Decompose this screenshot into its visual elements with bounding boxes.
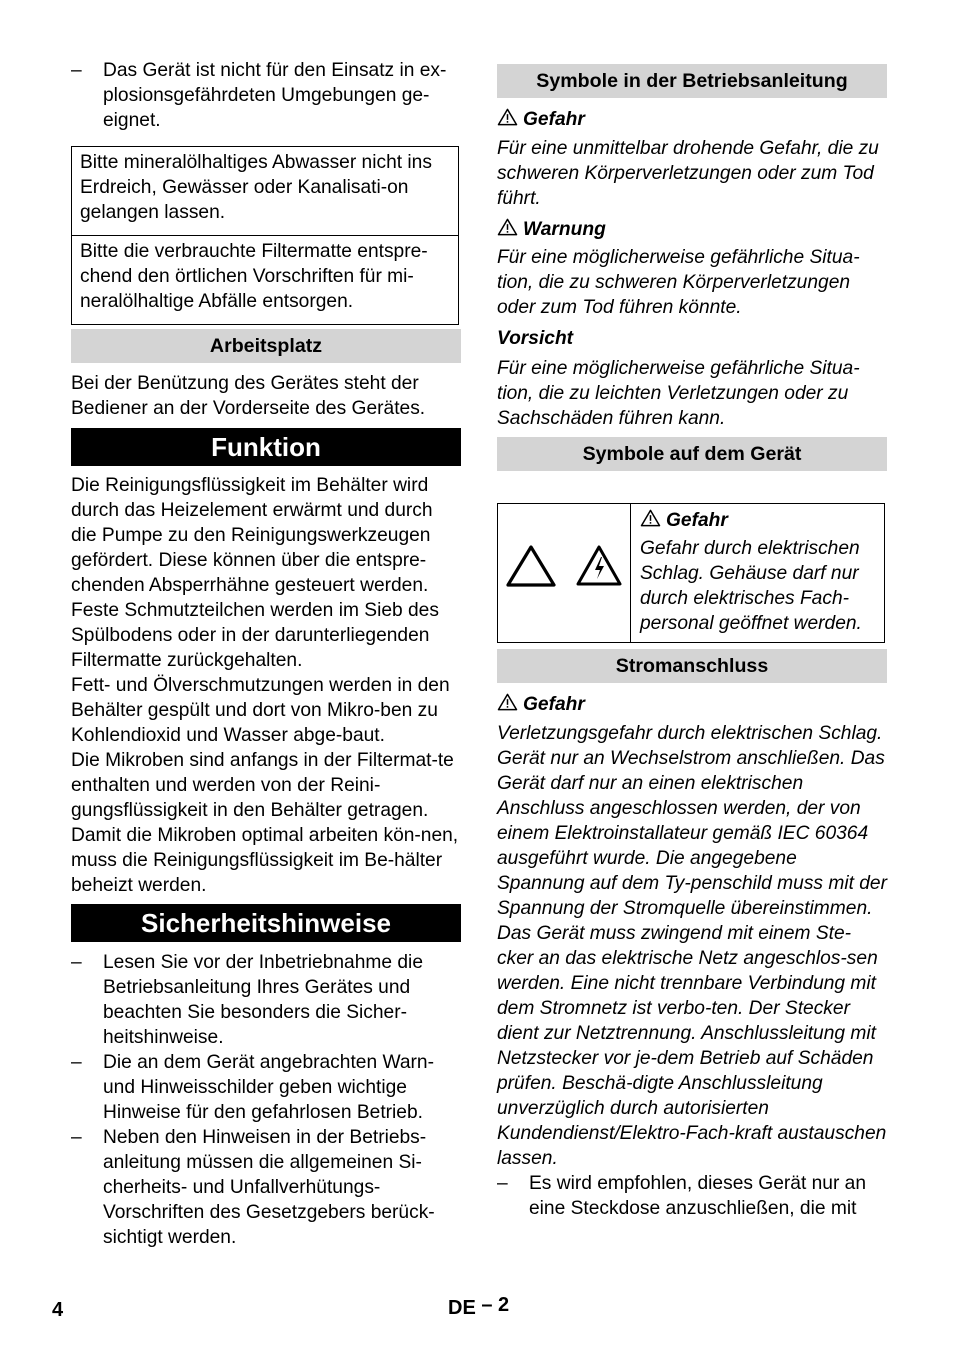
section-page-number: – 2 xyxy=(481,1294,510,1316)
funktion-paragraph: Fett- und Ölverschmutzungen werden in den Behälter gespült und dort von Mikro-ben zu Kohlendioxid und Wasser abge-baut. xyxy=(71,675,450,746)
symbol-icons-cell xyxy=(498,504,631,642)
safety-item-text: Die an dem Gerät angebrachten Warn- und Hinweisschilder geben wichtige Hinweise für den gefahrlosen Betrieb. xyxy=(103,1052,434,1123)
strom-text: Verletzungsgefahr durch elektrischen Schlag. Gerät nur an Wechselstrom anschließen. Das Gerät darf nur an einen elektrischen Anschluss angeschlossen werden, der von einem Elektroinstallateur gemäß IEC 60364 ausgeführt wurde. Die angegebene Spannung auf dem Ty-penschild muss mit der Spannung der Stromquelle übereinstimmen. Das Gerät muss zwingend mit einem Ste-cker an das elektrische Netz angeschlos-sen werden. Eine nicht trennbare Verbindung mit dem Stromnetz ist verbo-ten. Der Stecker dient zur Netztrennung. Anschlussleitung mit Netzstecker vor je-dem Betrieb auf Schäden prüfen. Beschä-digte Anschlussleitung unverzüglich durch autorisierten Kundendienst/Elektro-Fach-kraft austauschen lassen. xyxy=(497,723,887,1169)
left-column xyxy=(71,58,461,1250)
heading-arbeitsplatz: Arbeitsplatz xyxy=(71,329,461,363)
safety-item-text: Neben den Hinweisen in der Betriebs-anleitung müssen die allgemeinen Si-cherheits- und Unfallverhütungs-Vorschriften des Gesetzgebers berück-sichtigt werden. xyxy=(103,1127,435,1248)
vorsicht-text: Für eine möglicherweise gefährliche Situa-tion, die zu leichten Verletzungen oder zu Sachschäden führen kann. xyxy=(497,358,860,429)
heading-stromanschluss: Stromanschluss xyxy=(497,649,887,683)
funktion-paragraph: Die Mikroben sind anfangs in der Filtermat-te enthalten und werden von der Reini-gungsflüssigkeit in den Behälter getragen. Damit die Mikroben optimal arbeiten kön-nen, muss die Reinigungsflüssigkeit im Be-hälter beheizt werden. xyxy=(71,750,459,896)
warnung-label xyxy=(497,217,887,242)
label-text: Gefahr xyxy=(523,109,585,130)
label-text: Gefahr xyxy=(666,510,728,531)
label-text: Gefahr xyxy=(523,694,585,715)
heading-sicherheitshinweise: Sicherheitshinweise xyxy=(71,904,461,942)
page-footer-label xyxy=(448,1296,509,1321)
symbol-description-cell xyxy=(631,504,884,642)
label-text: Warnung xyxy=(523,219,606,240)
warning-triangle-icon xyxy=(505,544,557,588)
strom-gefahr-label xyxy=(497,692,887,717)
dash-bullet: – xyxy=(71,1052,82,1073)
right-column xyxy=(497,64,887,1221)
device-symbol-table xyxy=(497,503,885,643)
dash-bullet: – xyxy=(71,952,82,973)
heading-funktion: Funktion xyxy=(71,428,461,466)
dash-bullet: – xyxy=(71,1127,82,1148)
strom-recommendation: Es wird empfohlen, dieses Gerät nur an eine Steckdose anzuschließen, die mit xyxy=(529,1173,867,1219)
box-cell-wastewater: Bitte mineralölhaltiges Abwasser nicht ins Erdreich, Gewässer oder Kanalisati-on gelangen lassen. xyxy=(80,152,432,223)
list-item xyxy=(71,1125,461,1250)
warning-triangle-icon xyxy=(497,693,518,711)
page-number: 4 xyxy=(52,1299,64,1321)
funktion-paragraph: Die Reinigungsflüssigkeit im Behälter wird durch das Heizelement erwärmt und durch die Pumpe zu den Reinigungswerkzeugen gefördert. Diese können über die entspre-chenden Absperrhähne gesteuert werden. Feste Schmutzteilchen werden im Sieb des Spülbodens oder in der darunterliegenden Filtermatte zurückgehalten. xyxy=(71,475,439,671)
vorsicht-label: Vorsicht xyxy=(497,328,574,349)
list-item xyxy=(71,58,461,133)
list-item xyxy=(71,950,461,1050)
warning-triangle-icon xyxy=(497,108,518,126)
electric-hazard-icon xyxy=(575,544,623,588)
dash-bullet: – xyxy=(71,60,82,81)
warning-triangle-icon xyxy=(497,218,518,236)
environment-box xyxy=(71,146,459,325)
warning-triangle-icon xyxy=(640,509,661,527)
gefahr-label xyxy=(497,107,887,132)
list-item xyxy=(71,1050,461,1125)
list-item xyxy=(497,1171,887,1221)
arbeitsplatz-text: Bei der Benützung des Gerätes steht der Bediener an der Vorderseite des Gerätes. xyxy=(71,373,426,419)
geraet-gefahr-text: Gefahr durch elektrischen Schlag. Gehäuse darf nur durch elektrisches Fach-personal geöffnet werden. xyxy=(640,538,862,634)
dash-bullet: – xyxy=(497,1173,508,1194)
gefahr-text: Für eine unmittelbar drohende Gefahr, die zu schweren Körperverletzungen oder zum Tod führt. xyxy=(497,138,879,209)
warnung-text: Für eine möglicherweise gefährliche Situa-tion, die zu schweren Körperverletzungen oder zum Tod führen könnte. xyxy=(497,247,860,318)
safety-list xyxy=(71,950,461,1250)
language-code: DE xyxy=(448,1297,476,1319)
geraet-gefahr-label xyxy=(640,508,876,533)
safety-item-text: Lesen Sie vor der Inbetriebnahme die Betriebsanleitung Ihres Gerätes und beachten Sie besonders die Sicher-heitshinweise. xyxy=(103,952,423,1048)
intro-note: Das Gerät ist nicht für den Einsatz in ex-plosionsgefährdeten Umgebungen ge-eignet. xyxy=(103,60,447,131)
box-cell-filter-disposal: Bitte die verbrauchte Filtermatte entspre-chend den örtlichen Vorschriften für mi-neralölhaltige Abfälle entsorgen. xyxy=(72,235,458,324)
heading-symbole-betriebsanleitung: Symbole in der Betriebsanleitung xyxy=(497,64,887,98)
heading-symbole-geraet: Symbole auf dem Gerät xyxy=(497,437,887,471)
